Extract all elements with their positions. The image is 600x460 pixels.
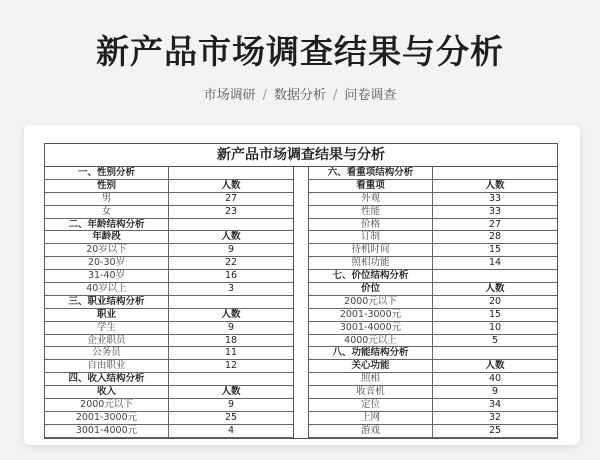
section-heading-row — [45, 219, 293, 232]
row-value: 27 — [488, 218, 502, 230]
row-value: 23 — [224, 205, 238, 217]
row-label: 订制 — [309, 231, 433, 243]
section-heading-row — [45, 373, 293, 386]
row-label: 四、收入结构分析 — [45, 373, 169, 385]
table-row — [45, 244, 293, 257]
row-label: 20-30岁 — [45, 257, 169, 269]
row-label: 性能 — [309, 206, 433, 218]
row-label: 2000元以下 — [309, 296, 433, 308]
row-label: 三、职业结构分析 — [45, 296, 169, 308]
section-heading-row — [309, 270, 557, 283]
row-label: 2001-3000元 — [309, 309, 433, 321]
row-value: 人数 — [485, 360, 505, 372]
row-value: 10 — [488, 321, 502, 333]
row-label: 定位 — [309, 399, 433, 411]
table-row — [45, 206, 293, 219]
column-header-row — [309, 283, 557, 296]
row-label: 照相功能 — [309, 257, 433, 269]
row-label: 外观 — [309, 193, 433, 205]
row-value: 11 — [224, 347, 238, 359]
row-label: 公务员 — [45, 347, 169, 359]
row-value: 人数 — [485, 179, 505, 191]
section-heading-row — [45, 296, 293, 309]
row-value: 33 — [488, 192, 502, 204]
table-row — [309, 257, 557, 270]
column-header-row — [309, 360, 557, 373]
sheet-title: 新产品市场调查结果与分析 — [45, 144, 557, 167]
row-value: 20 — [488, 295, 502, 307]
tag-questionnaire: 问卷调查 — [344, 88, 397, 103]
section-heading-row — [309, 167, 557, 180]
column-header-row — [309, 180, 557, 193]
row-value: 27 — [224, 192, 238, 204]
row-value: 12 — [224, 360, 238, 372]
row-value: 18 — [224, 334, 238, 346]
row-value: 5 — [491, 334, 499, 346]
row-label: 2000元以下 — [45, 399, 169, 411]
table-row — [309, 193, 557, 206]
table-row — [45, 193, 293, 206]
row-label: 收音机 — [309, 386, 433, 398]
table-row — [45, 360, 293, 373]
table-row — [309, 412, 557, 425]
table-row — [309, 399, 557, 412]
section-heading-row — [45, 167, 293, 180]
row-value: 32 — [488, 411, 502, 423]
row-label: 年龄段 — [45, 231, 169, 243]
column-header-row — [45, 309, 293, 322]
row-value — [169, 167, 293, 179]
left-column — [45, 167, 293, 438]
row-value: 34 — [488, 399, 502, 411]
tag-separator: / — [333, 88, 338, 103]
row-label: 学生 — [45, 322, 169, 334]
tag-market-research: 市场调研 — [203, 88, 256, 103]
row-label: 游戏 — [309, 425, 433, 437]
row-value — [169, 296, 293, 308]
table-row — [309, 296, 557, 309]
row-label: 3001-4000元 — [309, 322, 433, 334]
row-value: 33 — [488, 205, 502, 217]
row-value: 人数 — [221, 179, 241, 191]
spreadsheet — [44, 143, 558, 439]
preview-card — [24, 125, 580, 445]
row-label: 八、功能结构分析 — [309, 347, 433, 359]
row-value: 人数 — [485, 283, 505, 295]
row-value: 人数 — [221, 308, 241, 320]
row-value: 9 — [227, 321, 235, 333]
row-label: 价格 — [309, 219, 433, 231]
table-row — [45, 399, 293, 412]
right-column — [309, 167, 557, 438]
table-row — [309, 386, 557, 399]
row-value: 25 — [488, 424, 502, 436]
tag-data-analysis: 数据分析 — [273, 88, 326, 103]
row-label: 性别 — [45, 180, 169, 192]
table-row — [309, 219, 557, 232]
table-row — [45, 347, 293, 360]
table-row — [45, 270, 293, 283]
tag-line — [0, 84, 600, 103]
row-value: 9 — [227, 399, 235, 411]
row-label: 企业职员 — [45, 335, 169, 347]
row-label: 一、性别分析 — [45, 167, 169, 179]
row-label: 4000元以上 — [309, 335, 433, 347]
table-row — [45, 425, 293, 438]
row-label: 31-40岁 — [45, 270, 169, 282]
row-value: 28 — [488, 231, 502, 243]
table-row — [309, 244, 557, 257]
row-value: 40 — [488, 373, 502, 385]
table-row — [45, 257, 293, 270]
row-value: 15 — [488, 244, 502, 256]
row-value: 4 — [227, 424, 235, 436]
row-label: 收入 — [45, 386, 169, 398]
row-value: 人数 — [221, 386, 241, 398]
row-value: 15 — [488, 308, 502, 320]
column-header-row — [45, 231, 293, 244]
row-value: 9 — [227, 244, 235, 256]
row-value — [169, 373, 293, 385]
row-label: 二、年龄结构分析 — [45, 219, 169, 231]
table-row — [309, 373, 557, 386]
row-label: 价位 — [309, 283, 433, 295]
table-row — [309, 335, 557, 348]
tag-separator: / — [262, 88, 267, 103]
table-row — [309, 206, 557, 219]
section-heading-row — [309, 347, 557, 360]
table-row — [309, 425, 557, 438]
row-label: 40岁以上 — [45, 283, 169, 295]
row-label: 六、看重项结构分析 — [309, 167, 433, 179]
row-value: 22 — [224, 257, 238, 269]
row-value: 3 — [227, 283, 235, 295]
row-label: 上网 — [309, 412, 433, 424]
table-row — [309, 322, 557, 335]
row-value — [433, 167, 557, 179]
column-header-row — [45, 386, 293, 399]
row-value: 人数 — [221, 231, 241, 243]
row-label: 七、价位结构分析 — [309, 270, 433, 282]
column-gap — [293, 167, 309, 438]
row-label: 职业 — [45, 309, 169, 321]
row-value: 16 — [224, 270, 238, 282]
row-label: 照相 — [309, 373, 433, 385]
table-row — [309, 309, 557, 322]
row-value — [433, 270, 557, 282]
row-label: 20岁以下 — [45, 244, 169, 256]
row-value — [433, 347, 557, 359]
row-label: 关心功能 — [309, 360, 433, 372]
table-row — [45, 335, 293, 348]
row-label: 自由职业 — [45, 360, 169, 372]
table-row — [45, 412, 293, 425]
row-label: 2001-3000元 — [45, 412, 169, 424]
row-label: 待机时间 — [309, 244, 433, 256]
table-row — [45, 283, 293, 296]
row-value: 25 — [224, 411, 238, 423]
table-row — [45, 322, 293, 335]
row-label: 女 — [45, 206, 169, 218]
row-label: 男 — [45, 193, 169, 205]
row-value: 9 — [491, 386, 499, 398]
page-title: 新产品市场调查结果与分析 — [96, 32, 504, 71]
row-value — [169, 219, 293, 231]
column-header-row — [45, 180, 293, 193]
row-label: 3001-4000元 — [45, 425, 169, 437]
row-value: 14 — [488, 257, 502, 269]
row-label: 看重项 — [309, 180, 433, 192]
table-row — [309, 231, 557, 244]
